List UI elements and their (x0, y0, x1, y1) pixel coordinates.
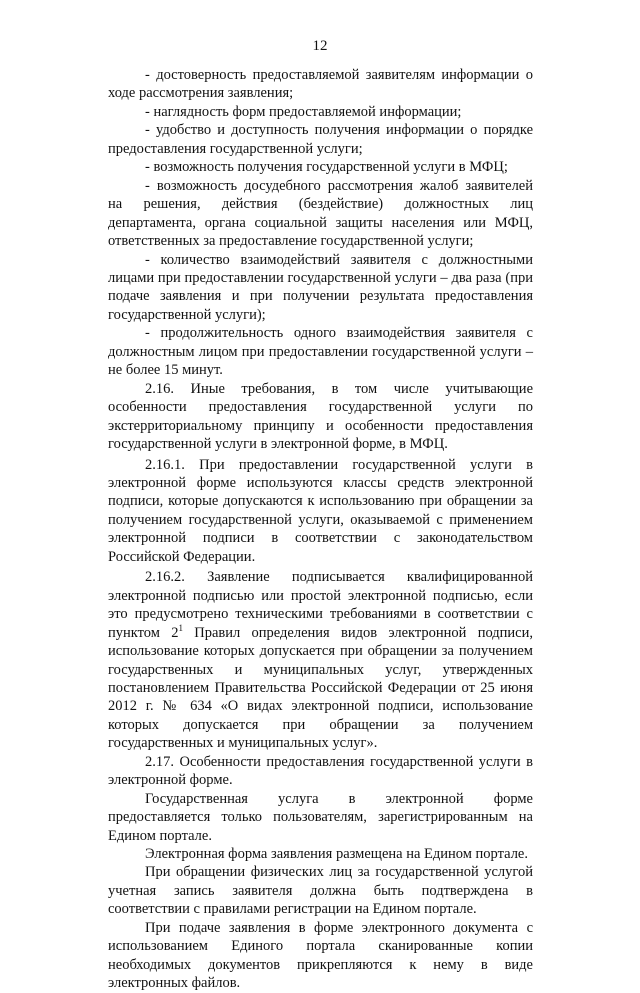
paragraph-interaction-count: - количество взаимодействий заявителя с должностными лицами при предоставлении государственной услуги – два раза (при подаче заявления и при получении результата предоставления государственной услуги); (108, 251, 533, 323)
paragraph-interaction-duration: - продолжительность одного взаимодействия заявителя с должностным лицом при предоставлении государственной услуги – не более 15 минут. (108, 325, 533, 379)
paragraph-pretrial-review: - возможность досудебного рассмотрения жалоб заявителей на решения, действия (бездействие) должностных лиц департамента, органа социальной защиты населения или МФЦ, ответственных за предоставление государственной услуги; (108, 177, 533, 250)
paragraph-registered-users: Государственная услуга в электронной форме предоставляется только пользователям, зарегистрированным на Едином портале. (108, 790, 533, 844)
paragraph-document-attachments: При подаче заявления в форме электронного документа с использованием Единого портала сканированные копии необходимых документов прикрепляются к нему в виде электронных файлов. (108, 919, 533, 992)
paragraph-account-confirmation: При обращении физических лиц за государственной услугой учетная запись заявителя должна быть подтверждена в соответствии с правилами регистрации на Едином портале. (108, 864, 533, 918)
paragraph-convenience: - удобство и доступность получения информации о порядке предоставления государственной услуги; (108, 122, 533, 157)
footnote-superscript: 1 (178, 622, 183, 633)
page-number: 12 (312, 38, 328, 54)
section-2-16: 2.16. Иные требования, в том числе учитывающие особенности предоставления государственной услуги по экстерриториальному принципу и особенности предоставления государственной услуги в электронной форме, в МФЦ. (108, 380, 533, 453)
section-2-16-2-text-start: 2.16.2. Заявление подписывается квалифицированной электронной подписью или простой электронной подписью, если это предусмотрено техническими требованиями в соответствии с пунктом 2 (108, 569, 533, 641)
section-2-17: 2.17. Особенности предоставления государственной услуги в электронной форме. (108, 753, 533, 789)
section-2-16-1: 2.16.1. При предоставлении государственной услуги в электронной форме используются классы средств электронной подписи, которые допускаются к использованию при обращении за получением государственной услуги, оказываемой с применением электронной подписи в соответствии с законодательством Российской Федерации. (108, 456, 533, 565)
paragraph-reliability: - достоверность предоставляемой заявителям информации о ходе рассмотрения заявления; (108, 67, 533, 102)
section-2-16-2-text-end: Правил определения видов электронной подписи, использование которых допускается при обращении за получением государственных и муниципальных услуг, утвержденных постановлением Правительства Российской Федерации от 25 июня 2012 г. № 634 «О видах электронной подписи, использование которых допускается при обращении за получением государственных и муниципальных услуг». (108, 624, 533, 752)
paragraph-electronic-form: Электронная форма заявления размещена на Едином портале. (145, 846, 528, 863)
section-2-16-2 (108, 568, 533, 753)
document-body (108, 66, 533, 993)
paragraph-mfc-availability: - возможность получения государственной услуги в МФЦ; (145, 159, 508, 176)
paragraph-clarity: - наглядность форм предоставляемой информации; (145, 103, 462, 120)
